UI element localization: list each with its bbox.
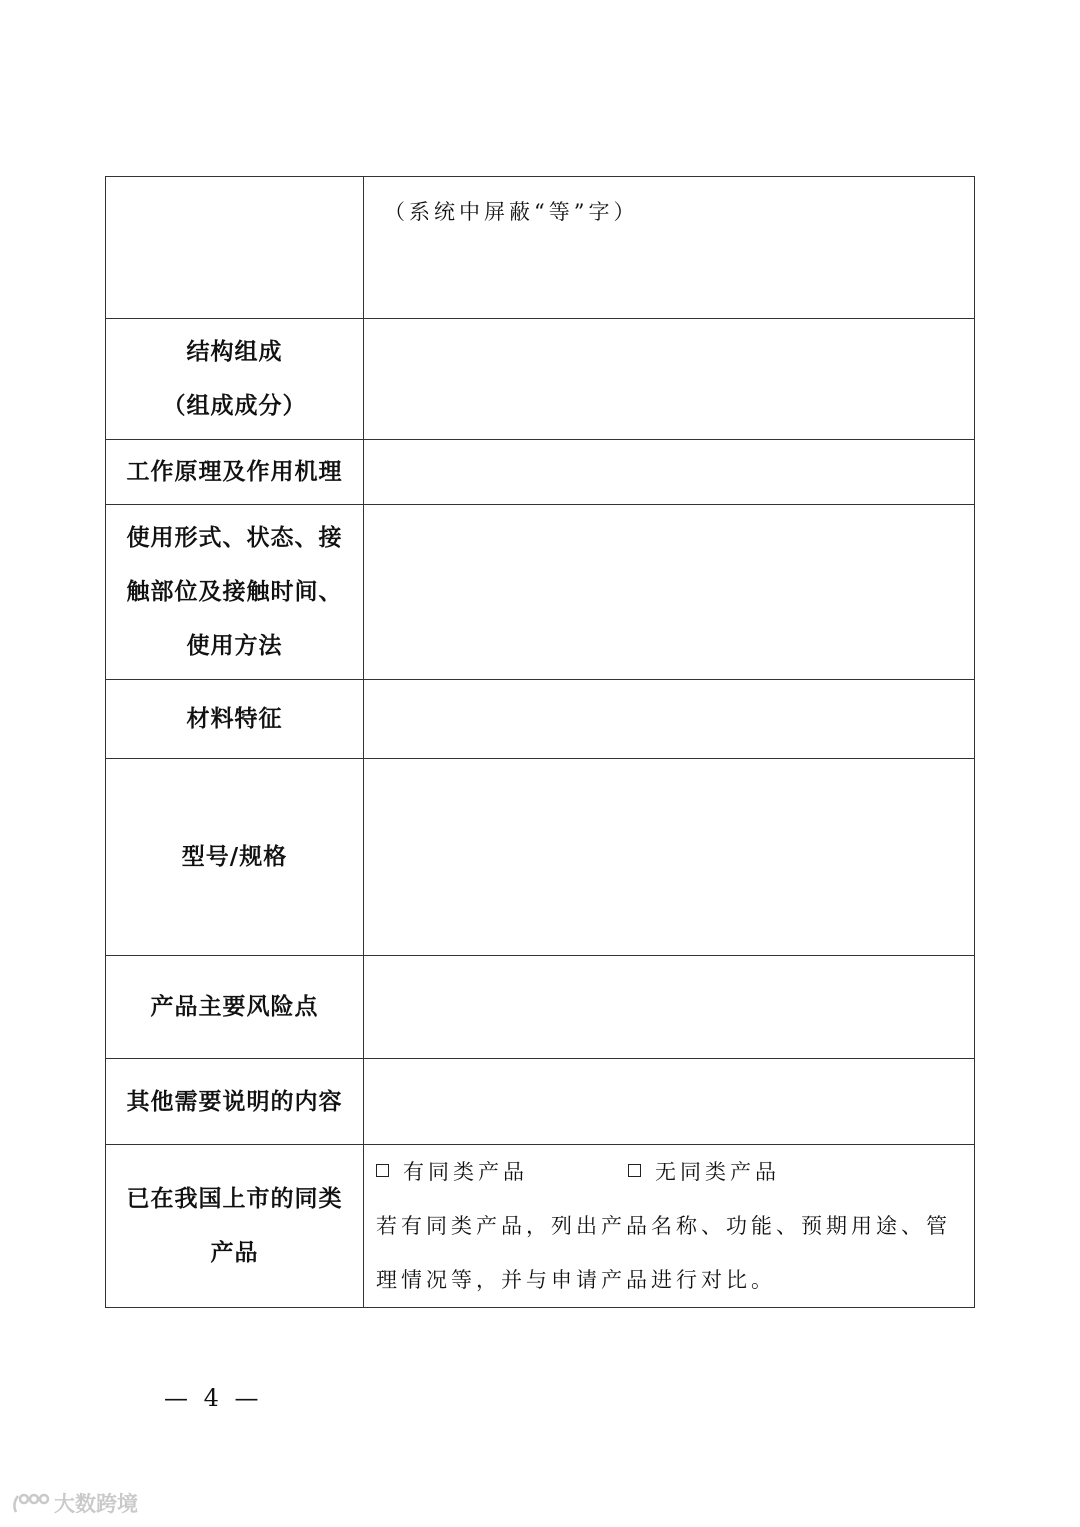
row-label-usage (106, 505, 364, 680)
table-row (106, 1059, 975, 1145)
similar-products-cell (364, 1145, 975, 1308)
checkbox[interactable] (376, 1164, 389, 1177)
row-label-model (106, 759, 364, 956)
material-input-cell[interactable] (364, 680, 975, 759)
option-label: 有同类产品 (403, 1160, 528, 1184)
label-line: 触部位及接触时间、 (126, 579, 343, 605)
table-row (106, 1145, 975, 1308)
label-line: 材料特征 (186, 706, 283, 732)
watermark (10, 1488, 138, 1518)
table-row (106, 956, 975, 1059)
watermark-text: 大数跨境 (54, 1492, 138, 1516)
option-no-similar[interactable] (628, 1145, 780, 1199)
similar-products-options (376, 1145, 968, 1199)
label-line: 其他需要说明的内容 (126, 1088, 343, 1115)
table-row (106, 319, 975, 440)
application-form-table (105, 176, 975, 1308)
label-line: 结构组成 (186, 339, 283, 365)
table-row (106, 177, 975, 319)
option-has-similar[interactable] (376, 1145, 528, 1199)
label-line: 工作原理及作用机理 (126, 459, 343, 485)
principle-input-cell[interactable] (364, 440, 975, 505)
page-number: — 4 — (164, 1384, 263, 1412)
row-label-principle (106, 440, 364, 505)
structure-input-cell[interactable] (364, 319, 975, 440)
label-line: （组成成分） (162, 393, 307, 419)
table-row (106, 759, 975, 956)
system-note-text: （系统中屏蔽“等”字） (384, 200, 639, 224)
table-row (106, 680, 975, 759)
label-line: 已在我国上市的同类 (126, 1186, 343, 1212)
other-input-cell[interactable] (364, 1059, 975, 1145)
label-line: 产品 (210, 1240, 259, 1266)
checkbox[interactable] (628, 1164, 641, 1177)
risk-input-cell[interactable] (364, 956, 975, 1059)
similar-products-instruction: 若有同类产品，列出产品名称、功能、预期用途、管理情况等，并与申请产品进行对比。 (376, 1214, 951, 1292)
row-label-similar-products (106, 1145, 364, 1308)
system-note-cell (364, 177, 975, 319)
model-input-cell[interactable] (364, 759, 975, 956)
table-row (106, 440, 975, 505)
row-label-risk (106, 956, 364, 1059)
row-label-other (106, 1059, 364, 1145)
usage-input-cell[interactable] (364, 505, 975, 680)
label-line: 使用方法 (186, 633, 283, 659)
label-line: 产品主要风险点 (150, 994, 319, 1020)
row-label-empty (106, 177, 364, 319)
label-line: 使用形式、状态、接 (126, 525, 343, 551)
brand-logo-icon (10, 1490, 50, 1516)
option-label: 无同类产品 (655, 1160, 780, 1184)
row-label-structure (106, 319, 364, 440)
table-row (106, 505, 975, 680)
row-label-material (106, 680, 364, 759)
label-line: 型号/规格 (181, 844, 288, 870)
